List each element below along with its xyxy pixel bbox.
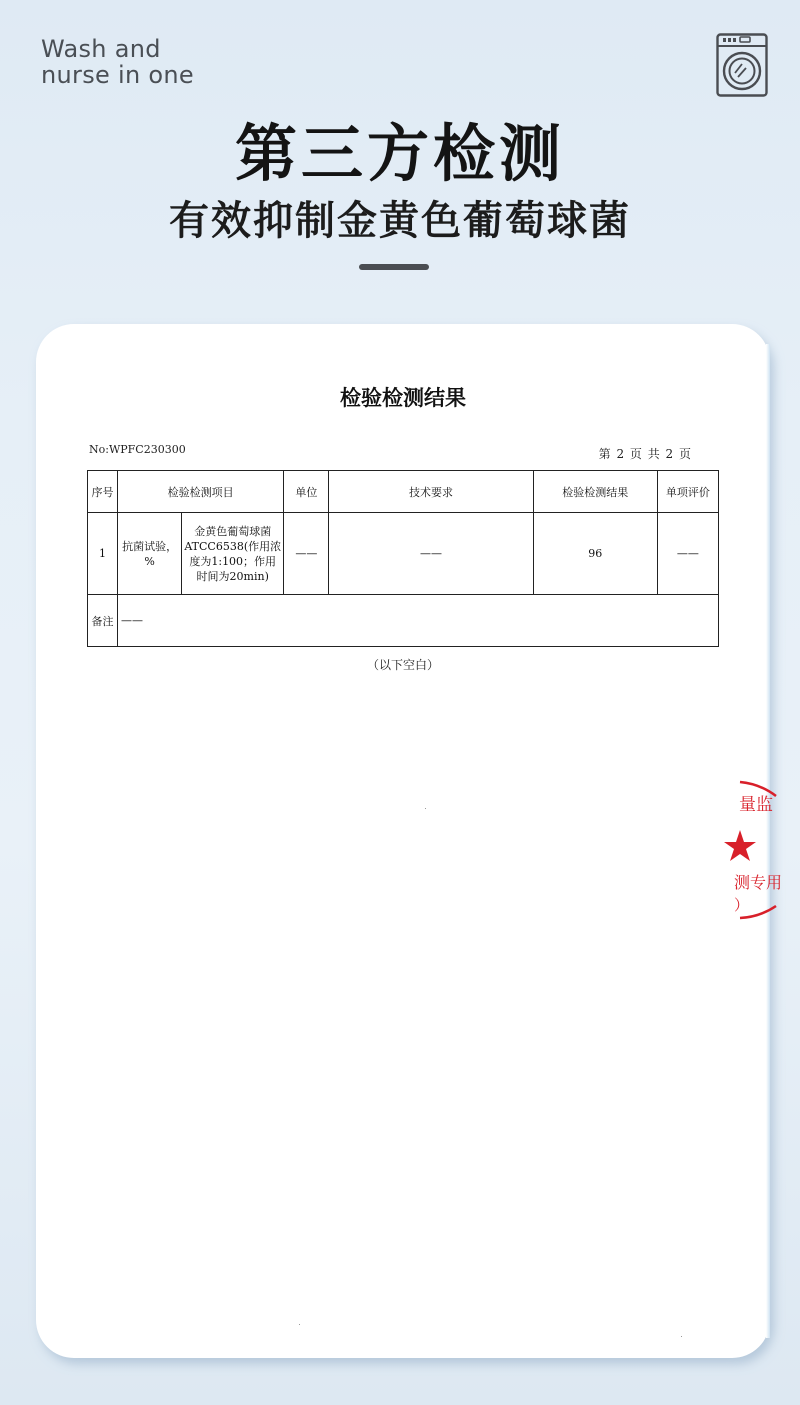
cell-condition: 金黄色葡萄球菌ATCC6538(作用浓度为1:100；作用时间为20min) (182, 513, 284, 595)
cell-unit: —— (284, 513, 329, 595)
results-table (87, 470, 719, 647)
cell-index: 1 (88, 513, 118, 595)
brand-line-2: nurse in one (41, 61, 194, 89)
report-number: No:WPFC230300 (89, 443, 186, 456)
brand-slogan (41, 36, 194, 88)
stamp-text-top: 量监 (739, 795, 773, 815)
blank-below-note: （以下空白） (366, 658, 439, 672)
cell-result: 96 (533, 513, 657, 595)
brand-line-1: Wash and (41, 35, 161, 63)
scan-speck (681, 1336, 682, 1337)
title-divider (359, 264, 429, 270)
table-header-row (88, 471, 719, 513)
report-card (36, 324, 783, 1358)
note-value: —— (118, 595, 719, 647)
report-title: 检验检测结果 (340, 385, 466, 410)
note-label: 备注 (88, 595, 118, 647)
table-note-row (88, 595, 719, 647)
table-row (88, 513, 719, 595)
cell-item: 抗菌试验，% (118, 513, 182, 595)
header-index: 序号 (88, 471, 118, 513)
header-evaluation: 单项评价 (657, 471, 718, 513)
scan-speck (425, 808, 426, 809)
page-subtitle: 有效抑制金黄色葡萄球菌 (169, 198, 631, 244)
page-title: 第三方检测 (234, 117, 565, 190)
cell-evaluation: —— (657, 513, 718, 595)
washing-machine-icon (716, 33, 768, 97)
report-page-indicator: 第 2 页 共 2 页 (598, 447, 692, 461)
stamp-paren: ） (734, 896, 750, 914)
header-item: 检验检测项目 (118, 471, 284, 513)
official-seal-stamp (734, 776, 783, 926)
cell-requirement: —— (329, 513, 533, 595)
header-result: 检验检测结果 (533, 471, 657, 513)
stamp-text-bottom: 测专用 (734, 873, 783, 892)
scan-speck (299, 1324, 300, 1325)
header-requirement: 技术要求 (329, 471, 533, 513)
header-unit: 单位 (284, 471, 329, 513)
